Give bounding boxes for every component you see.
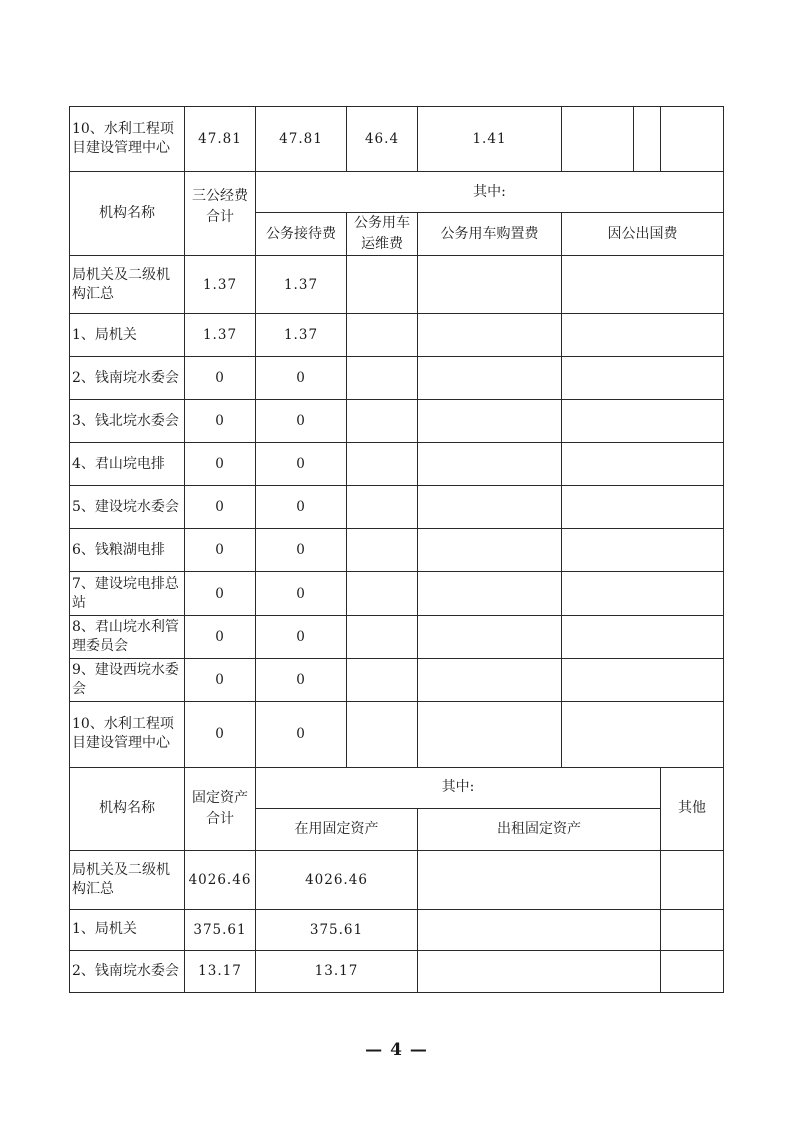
value-cell: 0 [185, 486, 256, 529]
col-header-in-use: 在用固定资产 [256, 808, 418, 850]
value-cell [418, 658, 562, 701]
value-cell [347, 572, 418, 615]
org-name-cell: 局机关及二级机构汇总 [70, 850, 185, 909]
value-cell: 0 [185, 529, 256, 572]
value-cell: 13.17 [256, 950, 418, 992]
value-cell: 4026.46 [185, 850, 256, 909]
value-cell [562, 443, 724, 486]
value-cell: 375.61 [185, 909, 256, 950]
value-cell [418, 950, 661, 992]
value-cell [562, 400, 724, 443]
table-row [70, 701, 724, 767]
org-name-cell: 4、君山垸电排 [70, 443, 185, 486]
value-cell: 0 [256, 400, 347, 443]
table-row [70, 400, 724, 443]
value-cell [418, 400, 562, 443]
value-cell: 0 [256, 658, 347, 701]
org-name-cell: 1、局机关 [70, 909, 185, 950]
value-cell [347, 486, 418, 529]
value-cell [661, 850, 724, 909]
value-cell [347, 357, 418, 400]
value-cell: 0 [256, 572, 347, 615]
value-cell [562, 256, 724, 314]
table-row [70, 572, 724, 615]
table-row [70, 357, 724, 400]
value-cell [418, 529, 562, 572]
value-cell [418, 486, 562, 529]
col-header-org-name: 机构名称 [70, 767, 185, 850]
value-cell: 0 [256, 529, 347, 572]
value-cell: 0 [185, 658, 256, 701]
org-name-cell: 7、建设垸电排总站 [70, 572, 185, 615]
value-cell [562, 701, 724, 767]
value-cell [347, 701, 418, 767]
col-header-rented: 出租固定资产 [418, 808, 661, 850]
value-cell [418, 314, 562, 357]
value-cell: 46.4 [347, 107, 418, 172]
value-cell [634, 107, 661, 172]
value-cell [347, 529, 418, 572]
value-cell [562, 529, 724, 572]
value-cell [562, 615, 724, 658]
col-header-three-public-total: 三公经费合计 [185, 172, 256, 256]
value-cell: 4026.46 [256, 850, 418, 909]
table-row [70, 909, 724, 950]
value-cell [418, 357, 562, 400]
col-header-car-operation: 公务用车运维费 [347, 213, 418, 256]
value-cell: 0 [185, 572, 256, 615]
value-cell: 1.37 [185, 314, 256, 357]
org-name-cell: 6、钱粮湖电排 [70, 529, 185, 572]
value-cell [562, 107, 634, 172]
org-name-cell: 10、水利工程项目建设管理中心 [70, 701, 185, 767]
table-row [70, 443, 724, 486]
org-name-cell: 局机关及二级机构汇总 [70, 256, 185, 314]
value-cell: 13.17 [185, 950, 256, 992]
col-header-org-name: 机构名称 [70, 172, 185, 256]
value-cell [661, 950, 724, 992]
value-cell [347, 443, 418, 486]
table-row [70, 850, 724, 909]
org-name-cell: 10、水利工程项目建设管理中心 [70, 107, 185, 172]
value-cell [347, 314, 418, 357]
table-row [70, 314, 724, 357]
budget-summary-table [69, 106, 724, 993]
table-row [70, 658, 724, 701]
value-cell [418, 909, 661, 950]
page-number: — 4 — [365, 1040, 428, 1060]
table-row [70, 529, 724, 572]
value-cell [347, 400, 418, 443]
value-cell: 0 [185, 701, 256, 767]
value-cell: 0 [256, 443, 347, 486]
col-header-abroad: 因公出国费 [562, 213, 724, 256]
value-cell [418, 615, 562, 658]
value-cell: 0 [256, 486, 347, 529]
value-cell [347, 256, 418, 314]
value-cell: 0 [185, 357, 256, 400]
org-name-cell: 2、钱南垸水委会 [70, 950, 185, 992]
col-header-other: 其他 [661, 767, 724, 850]
value-cell [418, 701, 562, 767]
org-name-cell: 8、君山垸水利管理委员会 [70, 615, 185, 658]
header-row [70, 767, 724, 808]
value-cell [661, 107, 724, 172]
table-row [70, 486, 724, 529]
value-cell [562, 314, 724, 357]
value-cell [661, 909, 724, 950]
header-row [70, 172, 724, 213]
value-cell: 375.61 [256, 909, 418, 950]
value-cell: 1.37 [256, 256, 347, 314]
col-header-of-which: 其中: [256, 172, 724, 213]
value-cell: 1.37 [185, 256, 256, 314]
value-cell [418, 443, 562, 486]
table-row [70, 256, 724, 314]
value-cell [418, 572, 562, 615]
value-cell: 0 [185, 615, 256, 658]
value-cell: 47.81 [185, 107, 256, 172]
table-row [70, 107, 724, 172]
value-cell [347, 615, 418, 658]
col-header-car-purchase: 公务用车购置费 [418, 213, 562, 256]
value-cell: 0 [185, 400, 256, 443]
table-row [70, 950, 724, 992]
value-cell [347, 658, 418, 701]
value-cell [418, 850, 661, 909]
org-name-cell: 5、建设垸水委会 [70, 486, 185, 529]
col-header-of-which: 其中: [256, 767, 661, 808]
col-header-reception: 公务接待费 [256, 213, 347, 256]
col-header-fixed-asset-total: 固定资产合计 [185, 767, 256, 850]
value-cell: 1.41 [418, 107, 562, 172]
value-cell [562, 572, 724, 615]
org-name-cell: 9、建设西垸水委会 [70, 658, 185, 701]
value-cell: 1.37 [256, 314, 347, 357]
table-row [70, 615, 724, 658]
value-cell: 0 [256, 615, 347, 658]
value-cell: 0 [185, 443, 256, 486]
value-cell [562, 486, 724, 529]
org-name-cell: 1、局机关 [70, 314, 185, 357]
value-cell: 0 [256, 357, 347, 400]
value-cell [562, 658, 724, 701]
value-cell: 0 [256, 701, 347, 767]
value-cell [562, 357, 724, 400]
value-cell: 47.81 [256, 107, 347, 172]
org-name-cell: 2、钱南垸水委会 [70, 357, 185, 400]
org-name-cell: 3、钱北垸水委会 [70, 400, 185, 443]
value-cell [418, 256, 562, 314]
